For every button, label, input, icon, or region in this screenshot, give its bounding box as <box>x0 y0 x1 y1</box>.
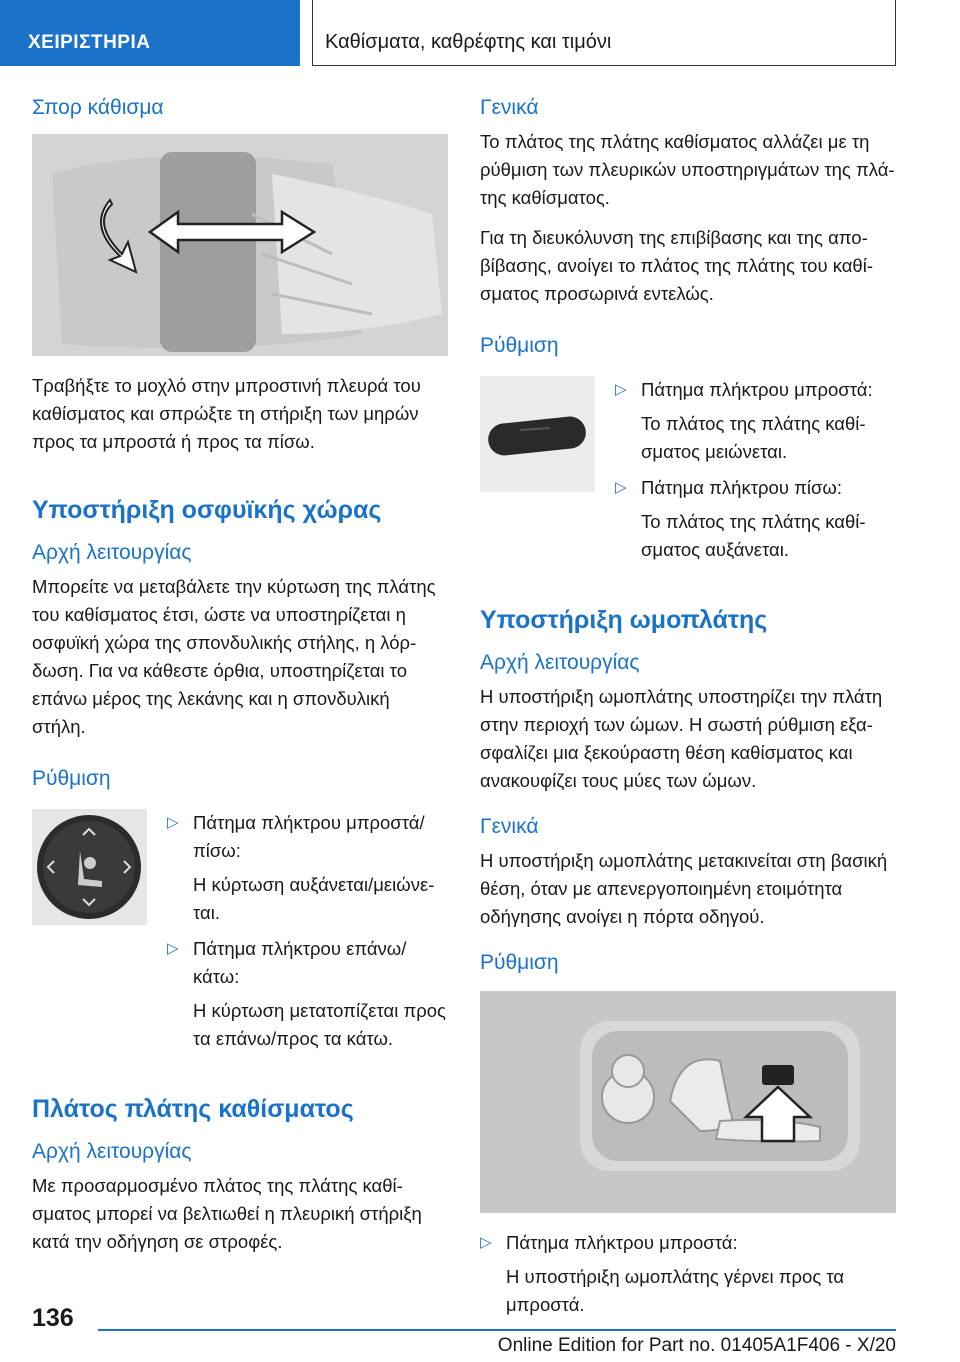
rocker-switch-illustration <box>480 376 595 492</box>
width-steps <box>480 376 896 572</box>
section-title: Καθίσματα, καθρέφτης και τιμόνι <box>312 0 896 66</box>
left-column <box>32 96 448 1268</box>
shoulder-principle-text: Η υποστήριξη ωμοπλάτης υποστηρίζει την πλάτη στην περιοχή των ώμων. Η σωστή ρύθμιση εξασφαλίζει μια ξεκούραστη θέση καθίσματος και ανακουφίζει τους μύες των ώμων. <box>480 686 883 791</box>
seat-thigh-support-illustration <box>32 134 448 356</box>
chapter-tab: ΧΕΙΡΙΣΤΗΡΙΑ <box>0 0 300 66</box>
shoulder-principle-heading: Αρχή λειτουργίας <box>480 651 640 674</box>
lumbar-step-1 <box>167 809 448 865</box>
step-result: Το πλάτος της πλάτης καθίσματος αυξάνεται. <box>641 511 866 560</box>
step-bullet-icon: ▷ <box>615 479 627 496</box>
step-result: Το πλάτος της πλάτης καθίσματος μειώνεται. <box>641 413 866 462</box>
lumbar-steps <box>32 809 448 1061</box>
shoulder-heading: Υποστήριξη ωμοπλάτης <box>480 606 768 634</box>
lumbar-step-list <box>167 809 448 1061</box>
page-number: 136 <box>32 1304 74 1332</box>
step-bullet-icon: ▷ <box>615 381 627 398</box>
step-action: Πάτημα πλήκτρου μπροστά/πίσω: <box>193 812 425 861</box>
sport-seat-heading: Σπορ κάθισμα <box>32 96 164 119</box>
step-action: Πάτημα πλήκτρου επάνω/κάτω: <box>193 938 407 987</box>
step-bullet-icon: ▷ <box>480 1234 492 1251</box>
shoulder-step-1 <box>480 1229 896 1257</box>
shoulder-general-heading: Γενικά <box>480 815 539 838</box>
width-adjust-heading: Ρύθμιση <box>480 334 559 357</box>
width-general-heading: Γενικά <box>480 96 539 119</box>
step-result: Η υποστήριξη ωμοπλάτης γέρνει προς τα μπροστά. <box>506 1266 845 1315</box>
step-result: Η κύρτωση μετατοπίζεται προς τα επάνω/προς τα κάτω. <box>193 1000 446 1049</box>
lumbar-adjust-heading: Ρύθμιση <box>32 767 111 790</box>
lumbar-step-2 <box>167 935 448 991</box>
four-way-switch-illustration <box>32 809 147 925</box>
step-bullet-icon: ▷ <box>167 940 179 957</box>
shoulder-general-text: Η υποστήριξη ωμοπλάτης μετακινείται στη βασική θέση, όταν με απενεργοποιημένη ετοιμότητα οδήγησης ανοίγει η πόρτα οδηγού. <box>480 850 888 927</box>
width-principle-text: Με προσαρμοσμένο πλάτος της πλάτης καθίσματος μπορεί να βελτιωθεί η πλευρική στήριξη κατά την οδήγηση σε στροφές. <box>32 1175 422 1252</box>
sport-seat-photo <box>32 134 448 356</box>
width-step-list <box>615 376 896 572</box>
lumbar-heading: Υποστήριξη οσφυϊκής χώρας <box>32 496 382 524</box>
shoulder-adjust-heading: Ρύθμιση <box>480 951 559 974</box>
step-bullet-icon: ▷ <box>167 814 179 831</box>
shoulder-switch-photo <box>480 991 896 1213</box>
lumbar-switch-photo <box>32 809 147 925</box>
lumbar-principle-heading: Αρχή λειτουργίας <box>32 541 192 564</box>
edition-text: Online Edition for Part no. 01405A1F406 - X/20 <box>497 1335 896 1356</box>
width-general-text-1: Το πλάτος της πλάτης καθίσματος αλλάζει με τη ρύθμιση των πλευρικών υποστηριγμάτων της πλάτης καθίσματος. <box>480 131 895 208</box>
step-action: Πάτημα πλήκτρου πίσω: <box>641 477 842 498</box>
right-column <box>480 96 896 1327</box>
step-action: Πάτημα πλήκτρου μπροστά: <box>641 379 873 400</box>
footer-divider <box>98 1329 896 1331</box>
width-general-text-2: Για τη διευκόλυνση της επιβίβασης και της αποβίβασης, ανοίγει το πλάτος της πλάτης του καθίσματος προσωρινά εντελώς. <box>480 227 873 304</box>
width-step-2 <box>615 474 896 502</box>
width-switch-photo <box>480 376 595 492</box>
lumbar-principle-text: Μπορείτε να μεταβάλετε την κύρτωση της πλάτης του καθίσματος έτσι, ώστε να υποστηρίζεται η οσφυϊκή χώρα της σπονδυλικής στήλης, η λόρδωση. Για να κάθεστε όρθια, υποστηρίζεται το επάνω μέρος της λεκάνης και η σπονδυλική στήλη. <box>32 576 436 737</box>
step-result: Η κύρτωση αυξάνεται/μειώνεται. <box>193 874 435 923</box>
seat-controls-illustration <box>480 991 896 1213</box>
sport-seat-caption: Τραβήξτε το μοχλό στην μπροστινή πλευρά του καθίσματος και σπρώξτε τη στήριξη των μηρών προς τα μπροστά ή προς τα πίσω. <box>32 375 421 452</box>
step-action: Πάτημα πλήκτρου μπροστά: <box>506 1232 738 1253</box>
width-step-1 <box>615 376 896 404</box>
width-heading: Πλάτος πλάτης καθίσματος <box>32 1095 354 1123</box>
width-principle-heading: Αρχή λειτουργίας <box>32 1140 192 1163</box>
